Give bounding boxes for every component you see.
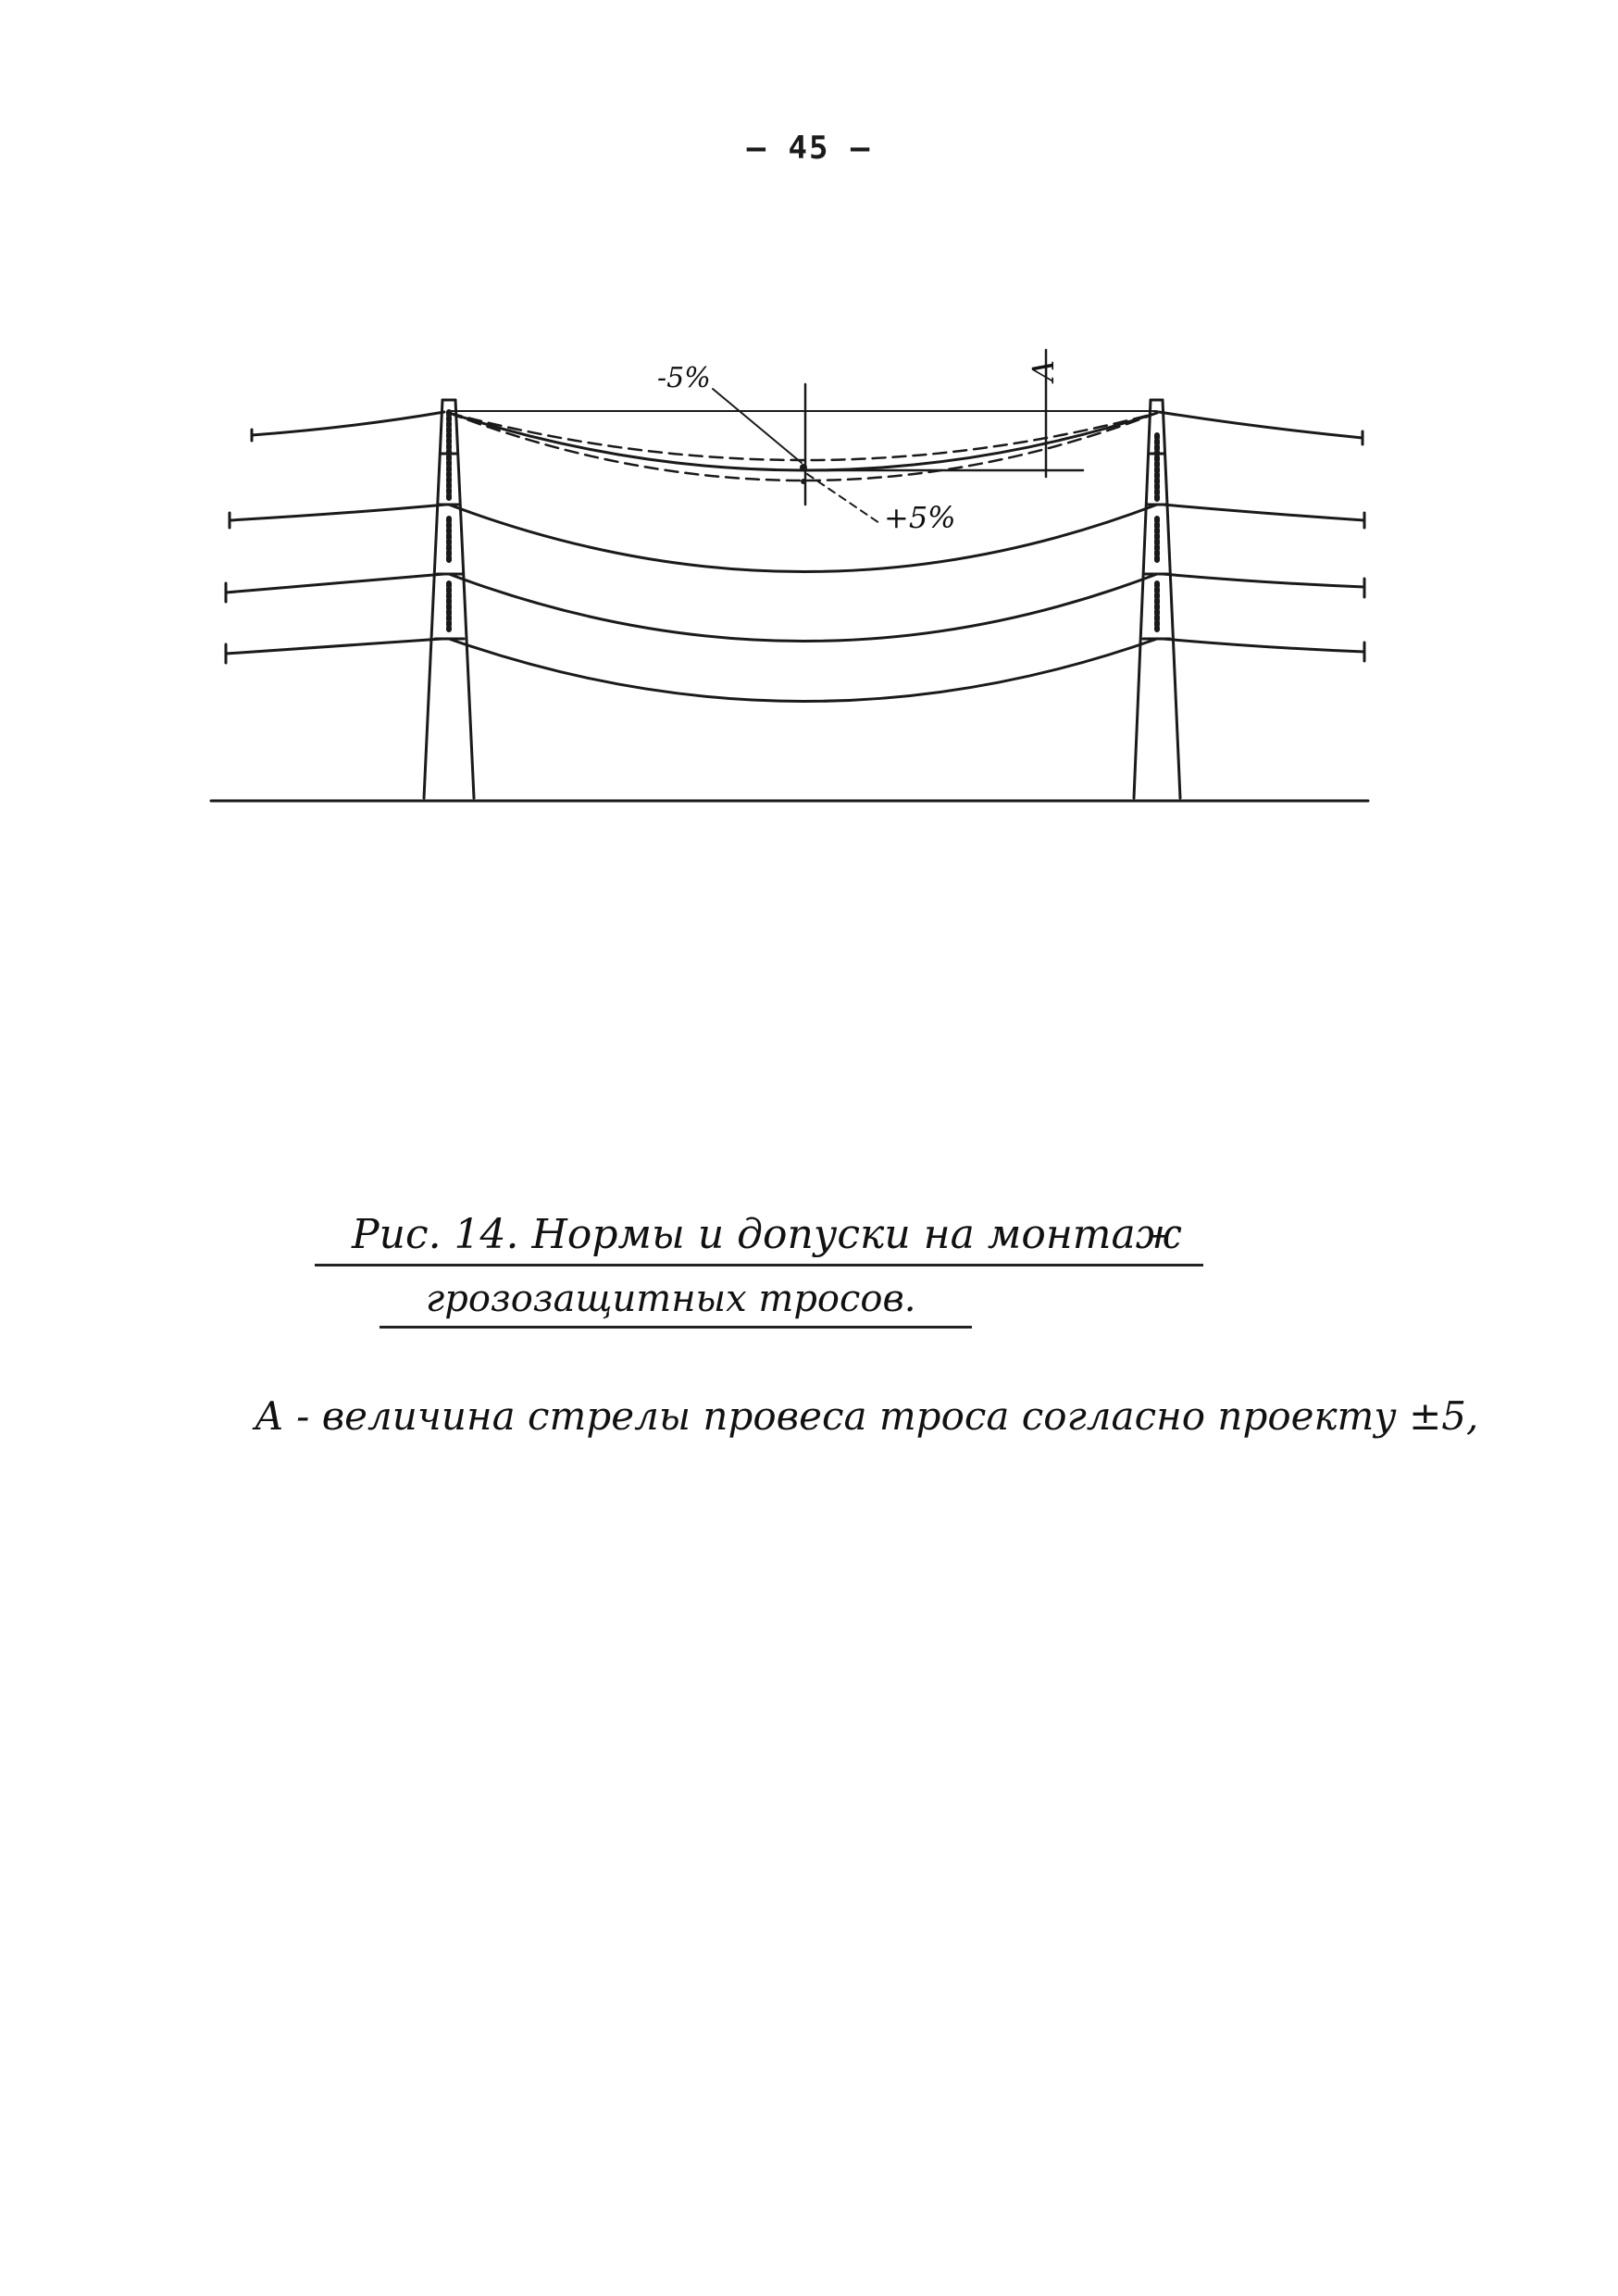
page-number: – 45 – xyxy=(746,130,872,167)
plus-leader xyxy=(807,474,879,523)
figure-legend: А - величина стрелы провеса троса согласно проекту ±5, xyxy=(255,1393,1479,1439)
right-outer-wires xyxy=(1159,412,1364,661)
figure-caption-line-1: Рис. 14. Нормы и допуски на монтаж xyxy=(315,1211,1203,1267)
ground-wire xyxy=(449,413,1157,470)
plus-tolerance-label: +5% xyxy=(884,500,956,535)
sag-label: A xyxy=(1026,359,1061,381)
figure-caption-line-2: грозозащитных тросов. xyxy=(380,1278,972,1329)
minus-leader xyxy=(713,389,802,463)
left-outer-wires xyxy=(226,412,446,663)
right-tower xyxy=(1134,400,1180,798)
minus-tolerance-label: -5% xyxy=(657,362,711,394)
left-tower xyxy=(424,400,474,798)
span-conductors xyxy=(449,505,1157,702)
